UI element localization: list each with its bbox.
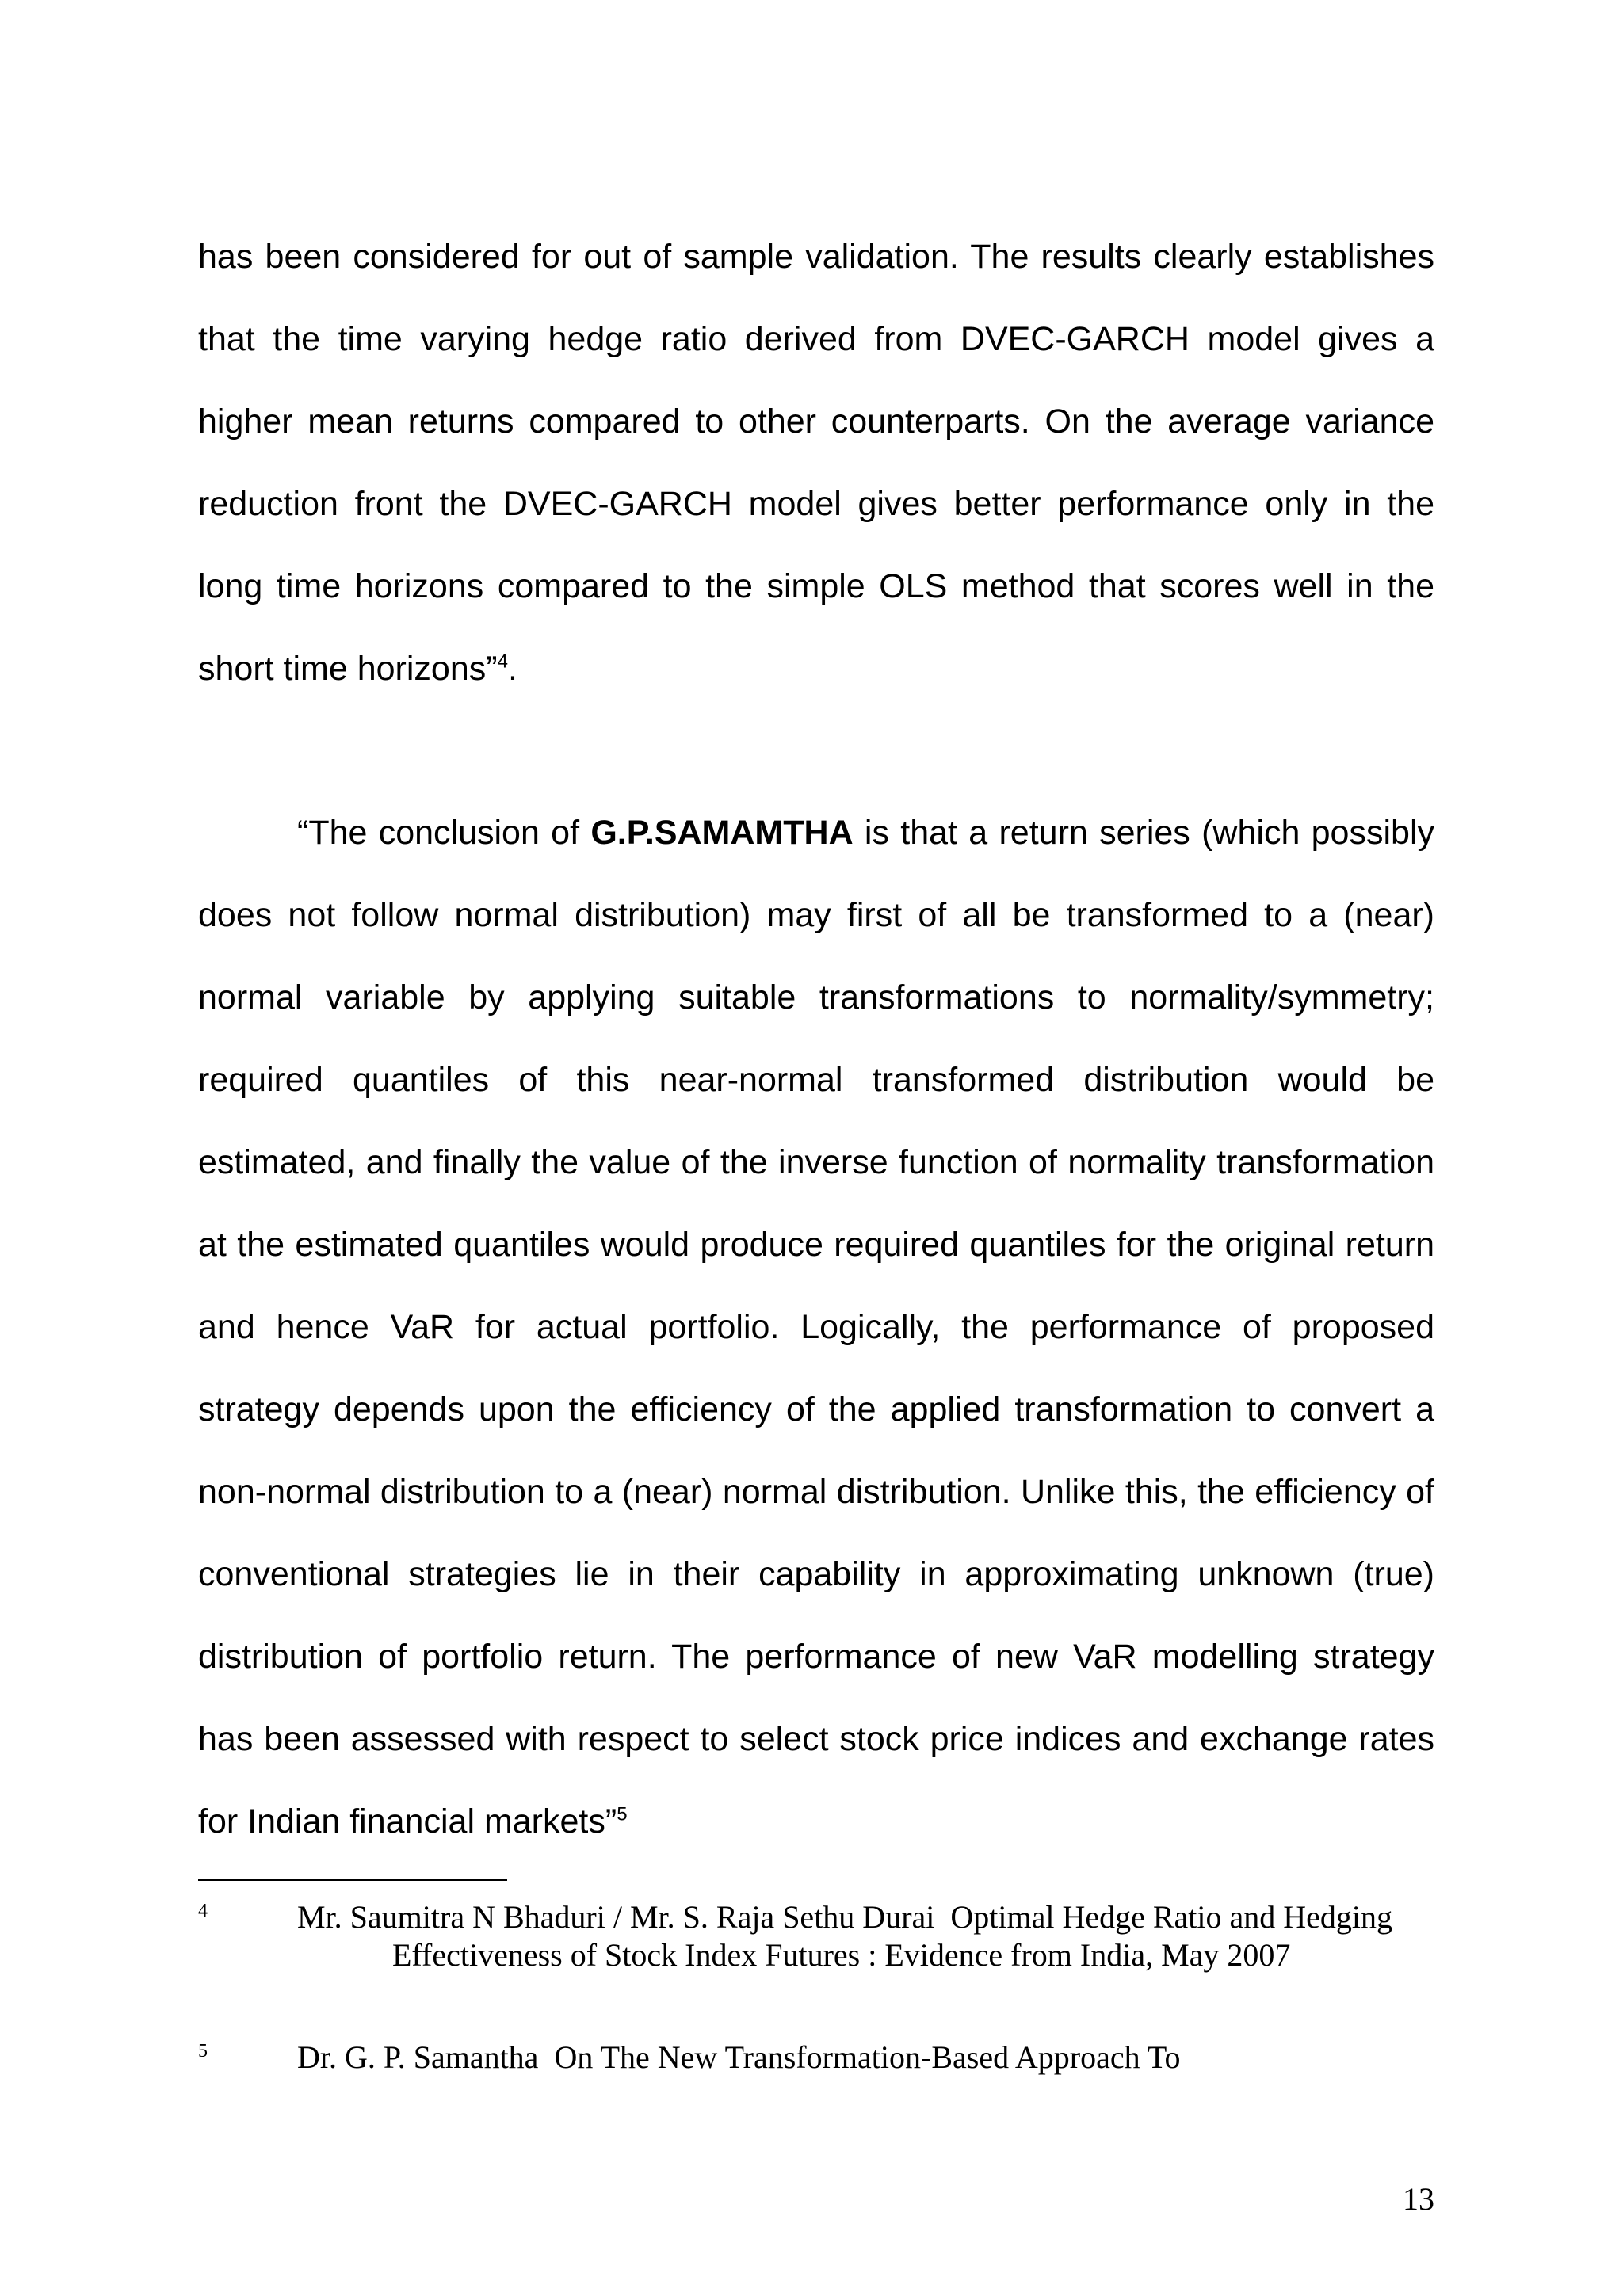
paragraph-2-lead: “The conclusion of — [297, 814, 591, 852]
footnote-4-body — [297, 1898, 1434, 1974]
footnote-4-author: Mr. Saumitra N Bhaduri / Mr. S. Raja Sethu Durai — [297, 1899, 935, 1935]
footnote-number: 4 — [198, 1901, 208, 1921]
paragraph-1-text: has been considered for out of sample validation. The results clearly establishes that the time varying hedge ratio derived from DVEC-GARCH model gives a higher mean returns compared to other counterparts. On the average variance reduction front the DVEC-GARCH model gives better performance only in the long time horizons compared to the simple OLS method that scores well in the short time horizons” — [198, 238, 1434, 688]
footnote-4-title-part2: Effectiveness of Stock Index Futures : Evidence from India, May 2007 — [392, 1937, 1291, 1973]
paragraph-2 — [198, 791, 1434, 1863]
footnote-5-title: On The New Transformation-Based Approach To — [554, 2039, 1181, 2075]
footnote-number: 5 — [198, 2041, 208, 2061]
footnote-5-body — [297, 2039, 1434, 2077]
paragraph-2-text: is that a return series (which possibly does not follow normal distribution) may first of all be transformed to a (near) normal variable by applying suitable transformations to normality/symmetry; required quantiles of this near-normal transformed distribution would be estimated, and finally the value of the inverse function of normality transformation at the estimated quantiles would produce required quantiles for the original return and hence VaR for actual portfolio. Logically, the performance of proposed strategy depends upon the efficiency of the applied transformation to convert a non-normal distribution to a (near) normal distribution. Unlike this, the efficiency of conventional strategies lie in their capability in approximating unknown (true) distribution of portfolio return. The performance of new VaR modelling strategy has been assessed with respect to select stock price indices and exchange rates for Indian financial markets” — [198, 814, 1434, 1840]
page-number: 13 — [1403, 2181, 1434, 2217]
footnote-ref-4: 4 — [497, 650, 508, 673]
footnote-separator — [198, 1879, 507, 1881]
footnote-4 — [198, 1898, 1434, 1974]
footnote-5 — [198, 2039, 1434, 2077]
paragraph-1 — [198, 215, 1434, 710]
footnote-5-author: Dr. G. P. Samantha — [297, 2039, 539, 2075]
paragraph-1-end: . — [507, 650, 517, 688]
footnote-ref-5: 5 — [617, 1803, 628, 1825]
author-name: G.P.SAMAMTHA — [590, 814, 854, 852]
footnote-4-title-part1: Optimal Hedge Ratio and Hedging — [950, 1899, 1393, 1935]
